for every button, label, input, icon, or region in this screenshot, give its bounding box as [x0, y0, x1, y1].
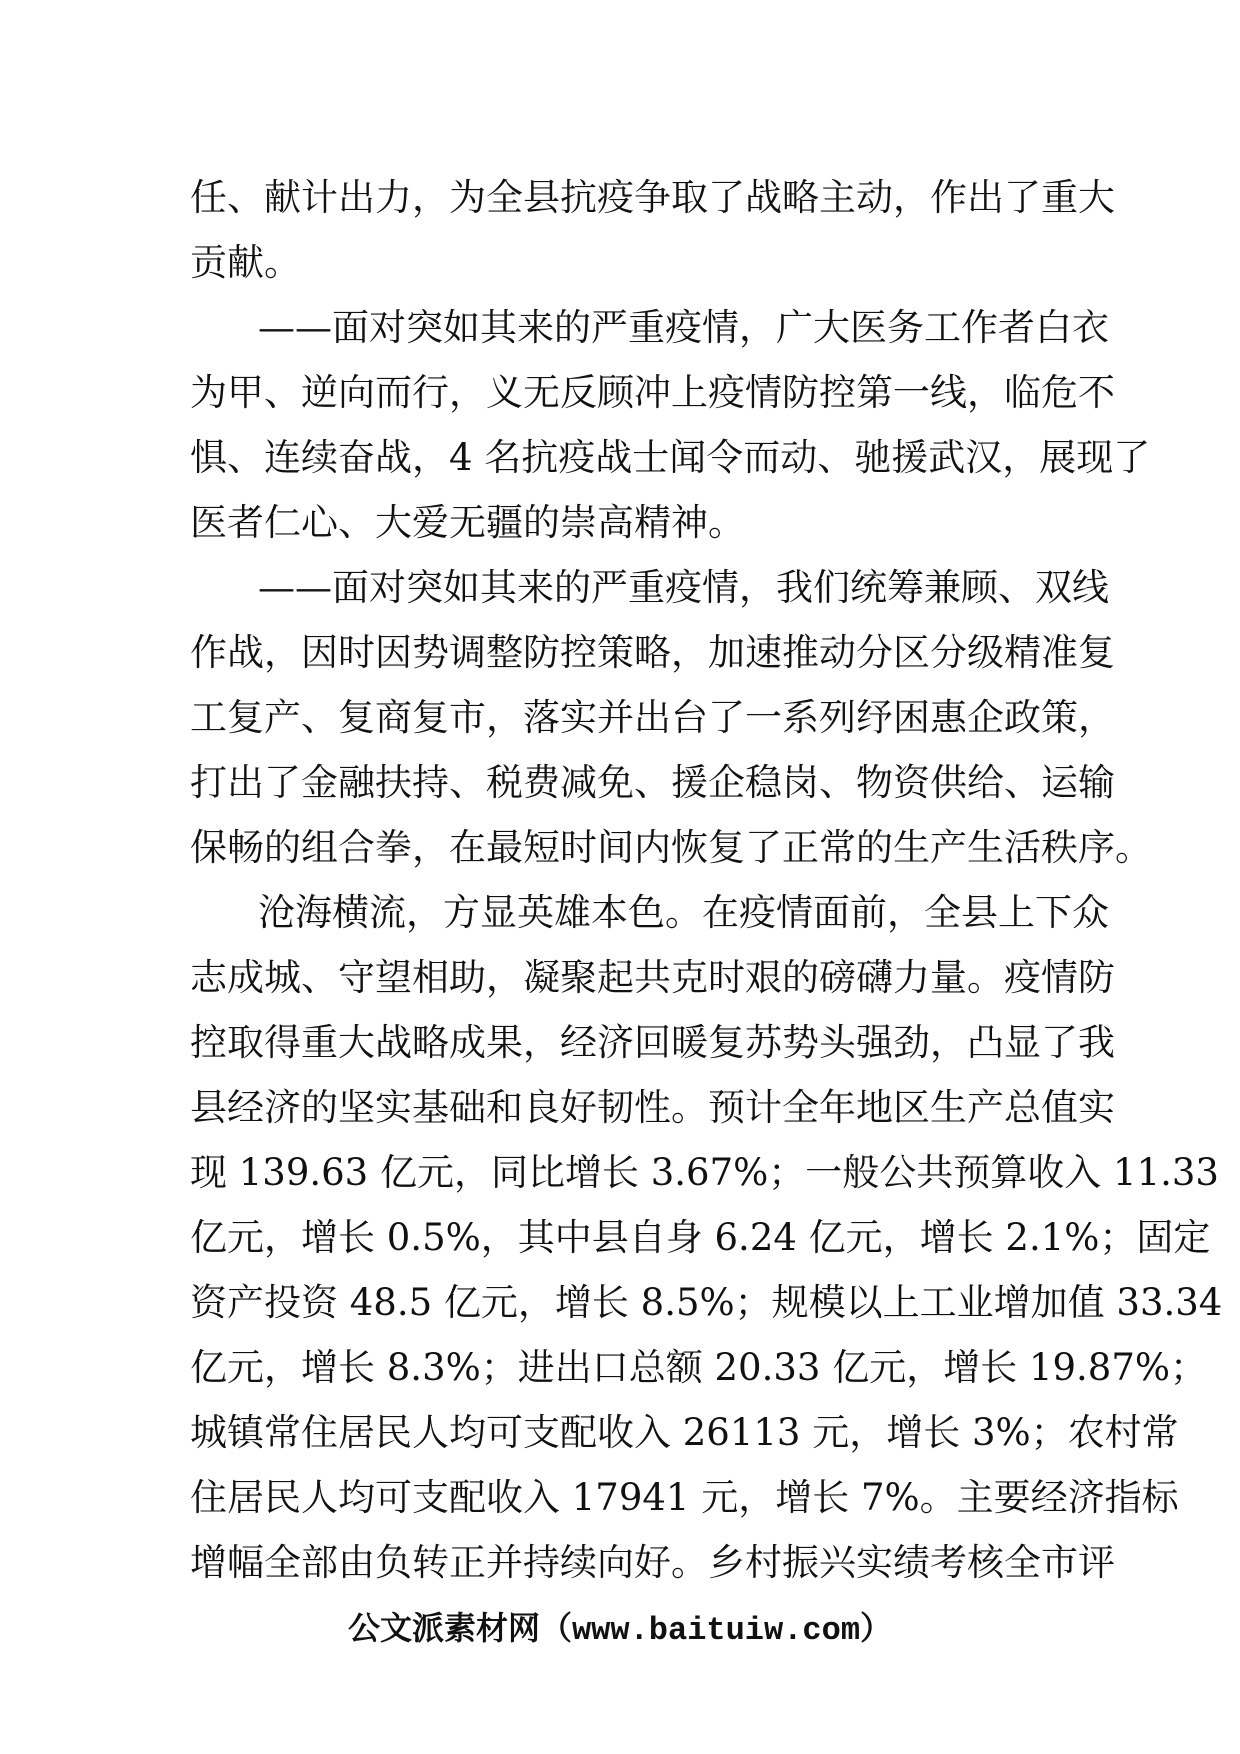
text-line: 医者仁心、大爱无疆的崇高精神。 — [190, 501, 745, 544]
text-line: 增幅全部由负转正并持续向好。乡村振兴实绩考核全市评 — [190, 1541, 1115, 1584]
text-line: 县经济的坚实基础和良好韧性。预计全年地区生产总值实 — [190, 1086, 1115, 1129]
text-line: 为甲、逆向而行，义无反顾冲上疫情防控第一线，临危不 — [190, 371, 1115, 414]
text-line: 现 139.63 亿元，同比增长 3.67%；一般公共预算收入 11.33 — [190, 1151, 1219, 1194]
paragraph — [190, 555, 1152, 880]
text-line: 保畅的组合拳，在最短时间内恢复了正常的生产生活秩序。 — [190, 826, 1152, 869]
text-line: 任、献计出力，为全县抗疫争取了战略主动，作出了重大 — [190, 176, 1115, 219]
text-line: 亿元，增长 8.3%；进出口总额 20.33 亿元，增长 19.87%； — [190, 1346, 1208, 1389]
paragraph — [190, 165, 1115, 295]
text-line: 贡献。 — [190, 241, 301, 284]
text-line: 亿元，增长 0.5%，其中县自身 6.24 亿元，增长 2.1%；固定 — [190, 1216, 1211, 1259]
page-footer — [0, 1608, 1240, 1651]
text-line: 工复产、复商复市，落实并出台了一系列纾困惠企政策， — [190, 696, 1115, 739]
paragraph — [190, 295, 1151, 555]
text-line: ——面对突如其来的严重疫情，我们统筹兼顾、双线 — [258, 566, 1109, 609]
text-line: 作战，因时因势调整防控策略，加速推动分区分级精准复 — [190, 631, 1115, 674]
text-line: 打出了金融扶持、税费减免、援企稳岗、物资供给、运输 — [190, 761, 1115, 804]
text-line: 资产投资 48.5 亿元，增长 8.5%；规模以上工业增加值 33.34 — [190, 1281, 1223, 1324]
text-line: 住居民人均可支配收入 17941 元，增长 7%。主要经济指标 — [190, 1476, 1179, 1519]
text-line: 城镇常住居民人均可支配收入 26113 元，增长 3%；农村常 — [190, 1411, 1179, 1454]
paragraph — [190, 880, 1223, 1595]
text-line: 控取得重大战略成果，经济回暖复苏势头强劲，凸显了我 — [190, 1021, 1115, 1064]
text-line: 惧、连续奋战，4 名抗疫战士闻令而动、驰援武汉，展现了 — [190, 436, 1151, 479]
text-line: 志成城、守望相助，凝聚起共克时艰的磅礴力量。疫情防 — [190, 956, 1115, 999]
text-line: 沧海横流，方显英雄本色。在疫情面前，全县上下众 — [258, 891, 1109, 934]
footer-site-name: 公文派素材网 — [347, 1609, 540, 1647]
document-body — [190, 165, 1223, 1595]
footer-url[interactable]: （www.baituiw.com） — [539, 1612, 893, 1649]
text-line: ——面对突如其来的严重疫情，广大医务工作者白衣 — [258, 306, 1109, 349]
